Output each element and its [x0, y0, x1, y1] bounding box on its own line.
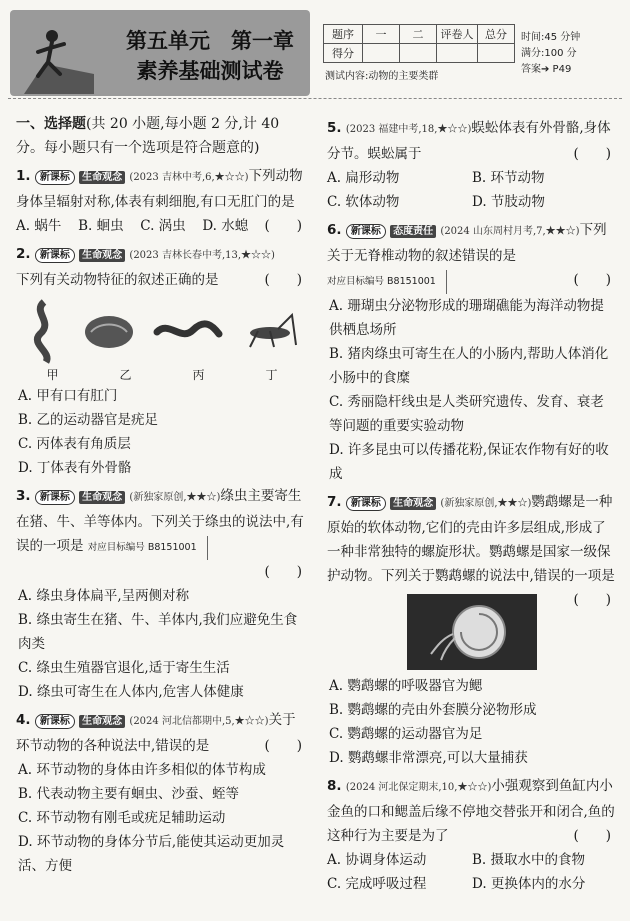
question-stem: 身体分节。蜈蚣属于 — [327, 120, 611, 162]
option: A. 甲有口有肛门 — [18, 388, 118, 404]
question-number: 7. — [327, 494, 342, 510]
question-source: (2023 吉林长春中考,13,★☆☆) — [129, 250, 275, 261]
section-note: (共 20 小题,每小题 2 分,计 40 分。每小题只有一个选项是符合题意的) — [16, 116, 280, 156]
question-number: 1. — [16, 168, 31, 184]
unit-title-line2: 素养基础测试卷 — [136, 59, 284, 83]
option: D. 更换体内的水分 — [472, 876, 586, 892]
score-cell: 一 — [363, 25, 400, 44]
option: C. 涡虫 — [140, 218, 186, 234]
question-5 — [327, 116, 617, 214]
question-number: 6. — [327, 222, 342, 238]
option: A. 鹦鹉螺的呼吸器官为鳃 — [329, 678, 483, 694]
score-cell: 评卷人 — [437, 25, 478, 44]
question-stem: 列关于无脊椎动物的叙述错误的是 — [327, 222, 607, 264]
question-stem-start: 关 — [268, 712, 283, 728]
new-standard-tag: 新课标 — [35, 490, 75, 505]
question-source: (新独家原创,★★☆) — [440, 498, 532, 509]
option: C. 鹦鹉螺的运动器官为足 — [329, 726, 483, 742]
animal-figures — [16, 296, 308, 366]
option: B. 环节动物 — [472, 170, 545, 186]
question-stem: 寄生在猪、牛、羊等体内。下列关于绦虫的说法中,有误的一项是 — [16, 488, 304, 554]
question-3 — [16, 484, 308, 704]
option: A. 协调身体运动 — [327, 852, 427, 868]
figure-label: 乙 — [119, 368, 132, 382]
option: D. 绦虫可寄生在人体内,危害人体健康 — [18, 684, 244, 700]
question-stem-start: 下 — [579, 222, 594, 238]
answer-blank: ( ) — [573, 592, 611, 608]
header-divider — [8, 98, 622, 99]
topic-tag: 生命观念 — [79, 715, 125, 728]
question-stem: 于环节动物的各种说法中,错误的是 — [16, 712, 296, 754]
unit-title — [110, 26, 310, 86]
option: B. 摄取水中的食物 — [472, 852, 586, 868]
question-number: 5. — [327, 120, 342, 136]
topic-tag: 生命观念 — [390, 497, 436, 510]
question-stem-line — [16, 268, 308, 292]
question-stem-start: 鹦鹉螺是 — [531, 494, 586, 510]
option: A. 蜗牛 — [16, 218, 62, 234]
score-cell: 总分 — [478, 25, 515, 44]
test-content: 测试内容:动物的主要类群 — [325, 71, 439, 82]
figure-label: 丁 — [265, 368, 278, 382]
option: B. 蛔虫 — [78, 218, 124, 234]
option: D. 环节动物的身体分节后,能使其运动更加灵活、方便 — [18, 834, 285, 874]
option: B. 绦虫寄生在猪、牛、羊体内,我们应避免生食肉类 — [18, 612, 298, 652]
options-row — [327, 166, 617, 190]
option: C. 完成呼吸过程 — [327, 876, 427, 892]
question-number: 8. — [327, 778, 342, 794]
option: B. 代表动物主要有蛔虫、沙蚕、蛭等 — [18, 786, 240, 802]
new-standard-tag: 新课标 — [35, 248, 75, 263]
figure-labels — [16, 366, 308, 384]
answer-blank: ( ) — [264, 218, 302, 234]
question-source: (2023 吉林中考,6,★☆☆) — [129, 172, 249, 183]
question-source: (新独家原创,★★☆) — [129, 492, 221, 503]
unit-title-line1: 第五单元 第一章 — [126, 29, 294, 53]
score-cell: 得分 — [324, 44, 363, 63]
option: D. 鹦鹉螺非常漂亮,可以大量捕获 — [329, 750, 528, 766]
question-4 — [16, 708, 308, 878]
option: D. 水螅 — [202, 218, 249, 234]
topic-tag: 生命观念 — [79, 249, 125, 262]
option: C. 秀丽隐杆线虫是人类研究遗传、发育、衰老等问题的重要实验动物 — [329, 394, 604, 434]
score-value-row — [324, 44, 515, 63]
nautilus-shell-icon — [407, 594, 537, 670]
right-column — [327, 116, 617, 896]
score-cell — [437, 44, 478, 63]
answer-blank-line — [16, 560, 308, 584]
exam-time: 时间:45 分钟 — [521, 32, 581, 43]
score-cell — [363, 44, 400, 63]
question-stem-start: 小强观察到鱼缸 — [491, 778, 586, 794]
question-number: 3. — [16, 488, 31, 504]
score-cell: 二 — [400, 25, 437, 44]
options-row — [327, 848, 617, 872]
grasshopper-figure — [240, 311, 300, 351]
option: C. 软体动物 — [327, 194, 400, 210]
question-stem-start: 绦虫主要 — [220, 488, 275, 504]
options-row — [16, 214, 264, 238]
option: C. 丙体表有角质层 — [18, 436, 131, 452]
target-code: 对应目标编号 B8151001 — [327, 270, 447, 294]
option: C. 环节动物有刚毛或疣足辅助运动 — [18, 810, 226, 826]
snail-figure — [81, 308, 137, 354]
option: B. 鹦鹉螺的壳由外套膜分泌物形成 — [329, 702, 537, 718]
score-cell — [478, 44, 515, 63]
options-row — [327, 190, 617, 214]
answer-page: 答案➔ P49 — [521, 64, 572, 75]
option: A. 环节动物的身体由许多相似的体节构成 — [18, 762, 266, 778]
question-stem: 下列有关动物特征的叙述正确的是 — [16, 272, 219, 288]
answer-blank: ( ) — [573, 146, 611, 162]
title-banner — [10, 10, 310, 96]
nautilus-photo — [407, 594, 537, 670]
section-header — [16, 112, 308, 160]
option: B. 猪肉绦虫可寄生在人的小肠内,帮助人体消化小肠中的食糜 — [329, 346, 609, 386]
option: C. 绦虫生殖器官退化,适于寄生生活 — [18, 660, 230, 676]
question-number: 4. — [16, 712, 31, 728]
score-cell: 题序 — [324, 25, 363, 44]
question-8 — [327, 774, 617, 896]
topic-tag: 态度责任 — [390, 225, 436, 238]
new-standard-tag: 新课标 — [346, 224, 386, 239]
answer-blank: ( ) — [573, 828, 611, 844]
topic-tag: 生命观念 — [79, 491, 125, 504]
figure-label: 甲 — [46, 368, 59, 382]
new-standard-tag: 新课标 — [35, 170, 75, 185]
target-code: 对应目标编号 B8151001 — [88, 536, 208, 560]
new-standard-tag: 新课标 — [346, 496, 386, 511]
earthworm-figure — [153, 316, 223, 346]
question-source: (2024 山东周村月考,7,★★☆) — [440, 226, 580, 237]
question-1 — [16, 164, 308, 238]
option: A. 珊瑚虫分泌物形成的珊瑚礁能为海洋动物提供栖息场所 — [329, 298, 604, 338]
question-source: (2024 河北保定期末,10,★☆☆) — [345, 782, 492, 793]
score-header-row — [324, 25, 515, 44]
code-line — [327, 268, 617, 294]
option: D. 节肢动物 — [472, 194, 545, 210]
option: D. 许多昆虫可以传播花粉,保证农作物有好的收成 — [329, 442, 609, 482]
question-stem: 内小金鱼的口和鳃盖后缘不停地交替张开和闭合,鱼的这种行为主要是为了 — [327, 778, 615, 844]
answer-blank: ( ) — [264, 272, 302, 288]
option: D. 丁体表有外骨骼 — [18, 460, 132, 476]
answer-blank: ( ) — [573, 272, 611, 288]
tapeworm-figure — [24, 298, 64, 364]
left-column — [16, 112, 308, 878]
options-row — [327, 872, 617, 896]
question-stem: 动物身体呈辐射对称,体表有刺细胞,有口无肛门的是 — [16, 168, 303, 210]
option: B. 乙的运动器官是疣足 — [18, 412, 159, 428]
answer-blank: ( ) — [264, 564, 302, 580]
option: A. 绦虫身体扁平,呈两侧对称 — [18, 588, 190, 604]
exam-full-score: 满分:100 分 — [521, 48, 577, 59]
answer-blank: ( ) — [264, 738, 302, 754]
option: A. 扁形动物 — [327, 170, 400, 186]
question-2 — [16, 242, 308, 480]
section-title: 一、选择题 — [16, 116, 86, 132]
topic-tag: 生命观念 — [79, 171, 125, 184]
runner-illustration — [24, 24, 94, 94]
question-stem-start: 蜈蚣体表有外骨骼, — [471, 120, 584, 136]
figure-label: 丙 — [192, 368, 205, 382]
question-6 — [327, 218, 617, 486]
score-table — [323, 24, 515, 63]
exam-meta — [521, 30, 580, 78]
question-number: 2. — [16, 246, 31, 262]
new-standard-tag: 新课标 — [35, 714, 75, 729]
question-7 — [327, 490, 617, 770]
question-stem: 一种原始的软体动物,它们的壳由许多层组成,形成了一种非常独特的螺旋形状。鹦鹉螺是国家一级保护动物。下列关于鹦鹉螺的说法中,错误的一项是 — [327, 494, 615, 584]
question-stem-start: 下列 — [248, 168, 276, 184]
score-cell — [400, 44, 437, 63]
question-source: (2023 福建中考,18,★☆☆) — [345, 124, 472, 135]
question-source: (2024 河北信都期中,5,★☆☆) — [129, 716, 269, 727]
